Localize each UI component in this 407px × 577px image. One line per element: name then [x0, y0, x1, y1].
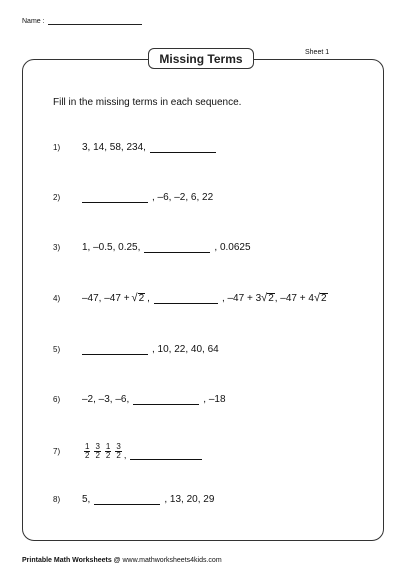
problem-number: 8): [53, 494, 61, 504]
answer-blank[interactable]: [94, 494, 160, 505]
fraction: [94, 443, 100, 460]
numerator: 3: [95, 441, 100, 451]
sequence-text: 1, –0.5, 0.25,: [82, 241, 141, 253]
sequence: [82, 192, 213, 203]
denominator: 2: [95, 450, 100, 460]
answer-blank[interactable]: [144, 242, 210, 253]
problem-number: 3): [53, 242, 61, 252]
answer-blank[interactable]: [150, 142, 216, 153]
answer-blank[interactable]: [82, 192, 148, 203]
radical: [314, 293, 328, 304]
sequence: [82, 394, 226, 405]
sequence: [82, 242, 251, 253]
worksheet-title: Missing Terms: [148, 48, 254, 69]
sequence-text: , –18: [203, 393, 226, 405]
radical: [261, 293, 275, 304]
name-field: [22, 16, 142, 25]
denominator: 2: [116, 450, 121, 460]
sequence-text: , –47 + 4: [274, 292, 314, 304]
sqrt-icon: √: [131, 291, 138, 304]
sequence: [82, 293, 328, 304]
instructions: Fill in the missing terms in each sequence.: [53, 97, 242, 108]
fraction: [84, 443, 90, 460]
problem-number: 5): [53, 344, 61, 354]
sequence-text: , 10, 22, 40, 64: [152, 343, 219, 355]
fraction: [115, 443, 121, 460]
sequence-text: ,: [147, 292, 150, 304]
radical: [132, 293, 146, 304]
footer-label: Printable Math Worksheets @: [22, 557, 121, 564]
answer-blank[interactable]: [130, 449, 202, 460]
problem-number: 6): [53, 394, 61, 404]
answer-blank[interactable]: [154, 293, 218, 304]
sequence: [82, 344, 219, 355]
problem-number: 7): [53, 446, 61, 456]
problem-number: 1): [53, 142, 61, 152]
sequence-text: –47, –47 +: [82, 292, 130, 304]
sqrt-icon: √: [313, 291, 320, 304]
radicand: 2: [138, 292, 145, 304]
sequence-text: , –47 + 3: [221, 292, 262, 304]
sequence-text: 5,: [82, 493, 91, 505]
problem-number: 2): [53, 192, 61, 202]
denominator: 2: [105, 450, 111, 460]
footer-url[interactable]: www.mathworksheets4kids.com: [122, 557, 222, 564]
sheet-label: Sheet 1: [305, 49, 330, 56]
sequence-text: , –6, –2, 6, 22: [152, 191, 214, 203]
problem-number: 4): [53, 293, 61, 303]
numerator: 1: [85, 441, 90, 451]
sequence-text: , 13, 20, 29: [164, 493, 215, 505]
denominator: 2: [85, 450, 90, 460]
radicand: 2: [321, 292, 327, 304]
radicand: 2: [268, 292, 274, 304]
numerator: 1: [105, 441, 111, 451]
sequence: [82, 443, 202, 460]
sequence: [82, 142, 216, 153]
sequence-text: ,: [123, 449, 127, 460]
sequence-text: , 0.0625: [214, 241, 251, 253]
sequence-text: 3, 14, 58, 234,: [82, 141, 146, 153]
sequence: [82, 494, 214, 505]
numerator: 3: [116, 441, 121, 451]
name-label: Name :: [22, 18, 45, 25]
answer-blank[interactable]: [82, 344, 148, 355]
name-line[interactable]: [48, 16, 142, 25]
answer-blank[interactable]: [133, 394, 199, 405]
sqrt-icon: √: [261, 291, 268, 304]
fraction: [105, 443, 111, 460]
footer: [22, 557, 222, 564]
sequence-text: –2, –3, –6,: [82, 393, 130, 405]
